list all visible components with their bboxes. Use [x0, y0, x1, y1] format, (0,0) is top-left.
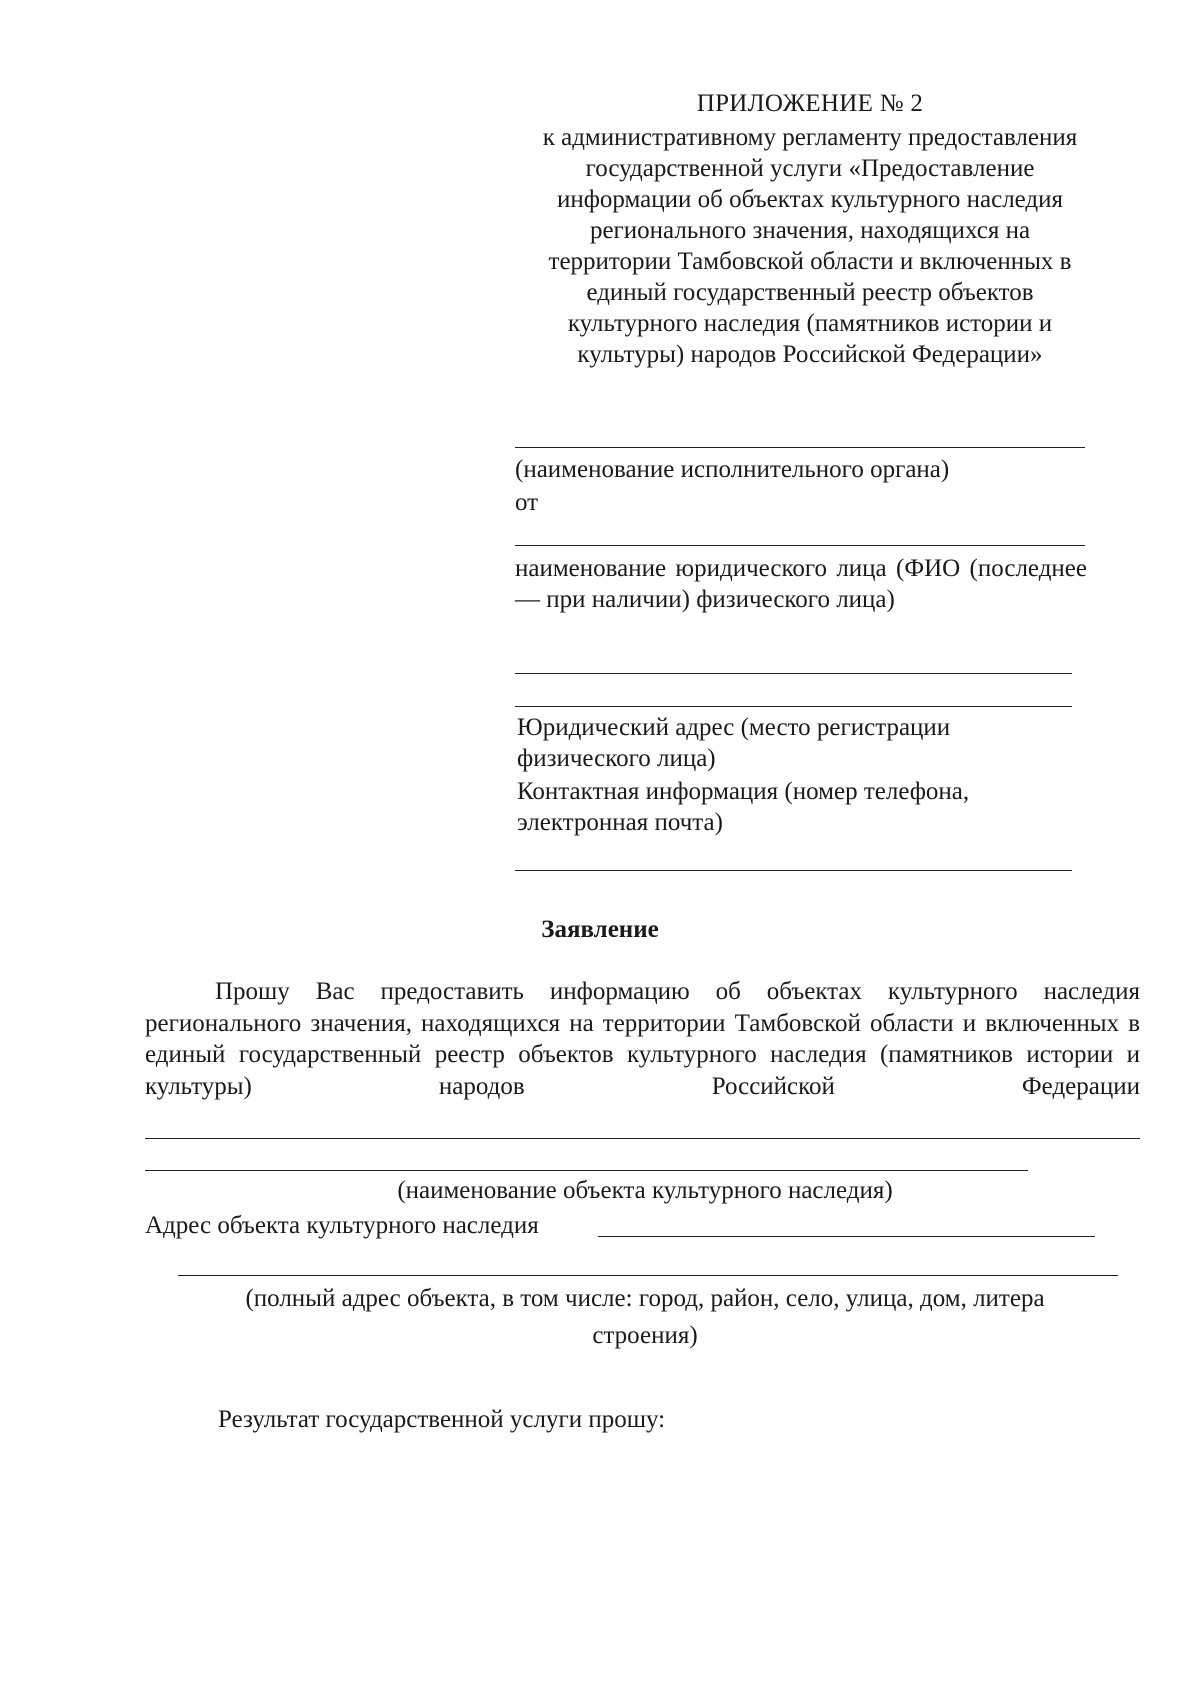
- appendix-line: культурного наследия (памятников истории и: [567, 310, 1053, 337]
- appendix-line: единый государственный реестр объектов: [586, 279, 1034, 306]
- full-address-caption: [145, 1283, 1145, 1351]
- appendix-line: к административному регламенту предоставления: [542, 124, 1078, 151]
- result-label: Результат государственной услуги прошу:: [218, 1406, 666, 1433]
- statement-heading: Заявление: [541, 916, 659, 943]
- appendix-title: ПРИЛОЖЕНИЕ № 2: [696, 90, 924, 117]
- contact-info-field-line[interactable]: [515, 870, 1072, 871]
- organ-name-caption: (наименование исполнительного органа): [515, 456, 950, 483]
- from-label: от: [515, 489, 539, 516]
- object-address-field-line-1[interactable]: [598, 1236, 1095, 1237]
- appendix-line: культуры) народов Российской Федерации»: [577, 341, 1043, 368]
- appendix-line: информации об объектах культурного наследия: [556, 186, 1064, 213]
- applicant-address-field-line-2[interactable]: [515, 706, 1072, 707]
- applicant-address-field-line-1[interactable]: [515, 673, 1072, 674]
- appendix-line: государственной услуги «Предоставление: [585, 155, 1035, 182]
- appendix-line: территории Тамбовской области и включенных в: [548, 248, 1072, 275]
- full-address-caption-line: строения): [592, 1322, 698, 1349]
- object-address-field-line-2[interactable]: [178, 1275, 1118, 1276]
- applicant-name-caption: наименование юридического лица (ФИО (последнее — при наличии) физического лица): [515, 555, 1087, 613]
- appendix-line: регионального значения, находящихся на: [589, 217, 1031, 244]
- applicant-name-field-line[interactable]: [515, 545, 1085, 546]
- statement-text: Прошу Вас предоставить информацию об объектах культурного наследия регионального значения, находящихся на территории Тамбовской области и включенных в единый государственный реестр объектов культурного наследия (памятников истории и культуры) народов Российской Федерации: [145, 978, 1140, 1100]
- statement-paragraph: [145, 976, 1140, 1102]
- appendix-reference: [500, 122, 1120, 370]
- full-address-caption-line: (полный адрес объекта, в том числе: город, район, село, улица, дом, литера: [245, 1285, 1045, 1312]
- object-name-field-line-2[interactable]: [145, 1170, 1028, 1171]
- organ-name-field-line[interactable]: [515, 447, 1085, 448]
- object-address-label: Адрес объекта культурного наследия: [145, 1212, 539, 1239]
- object-name-field-line-1[interactable]: [145, 1138, 1140, 1139]
- contact-info-caption: Контактная информация (номер телефона, электронная почта): [517, 778, 970, 836]
- object-name-caption: (наименование объекта культурного наследия): [397, 1177, 893, 1204]
- legal-address-caption: Юридический адрес (место регистрации физического лица): [517, 714, 951, 772]
